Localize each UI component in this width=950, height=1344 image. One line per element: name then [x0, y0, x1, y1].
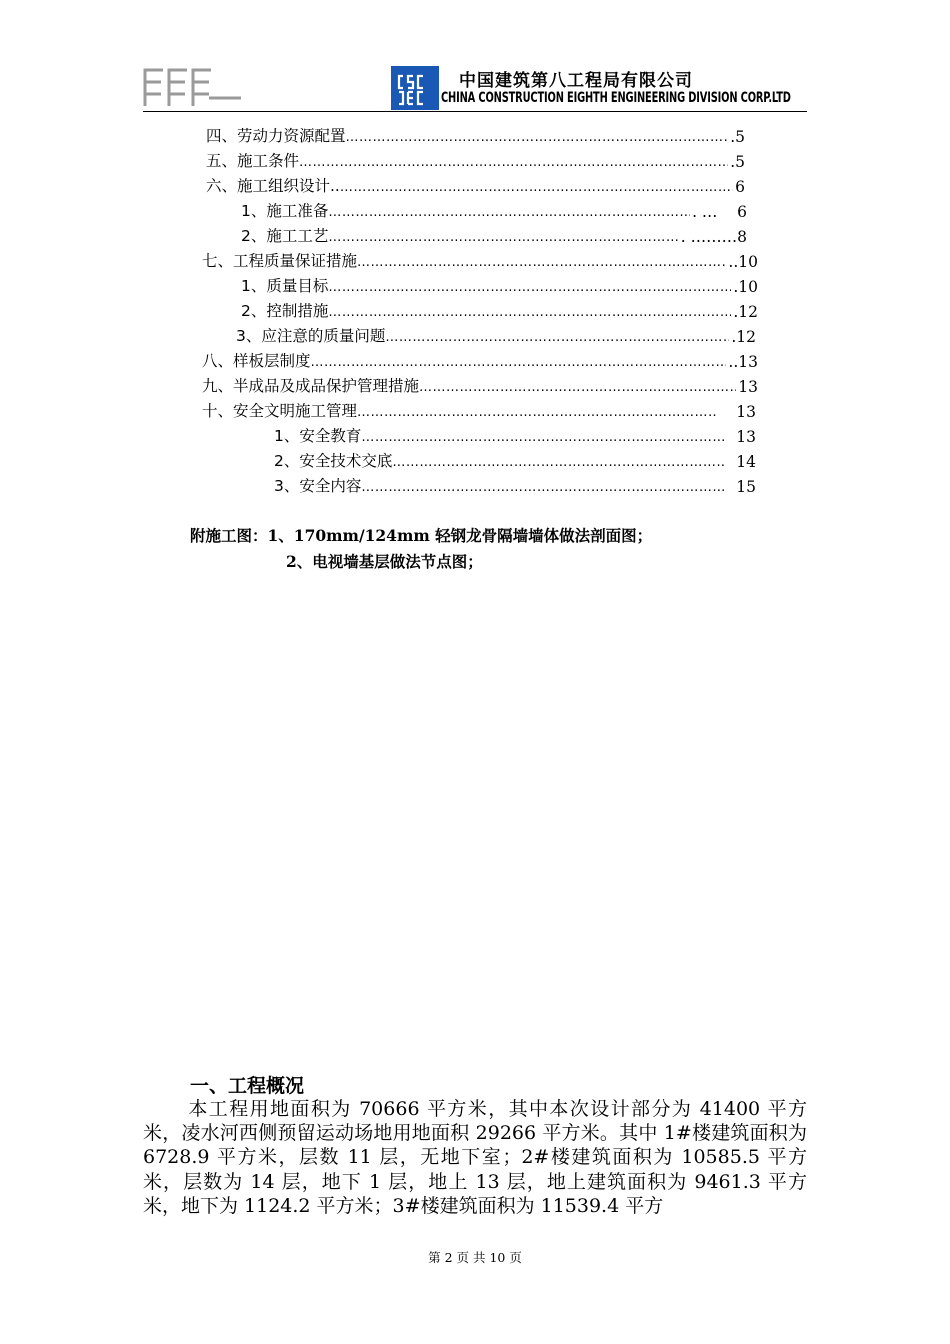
section-body — [143, 1097, 807, 1218]
toc-leader-dots — [361, 430, 724, 446]
toc-entry[interactable] — [274, 449, 756, 471]
toc-entry-page: 14 — [736, 453, 756, 471]
toc-leader-dots — [340, 180, 733, 196]
toc-entry-page: . ………8 — [680, 228, 747, 246]
toc-entry-label: 十、安全文明施工管理 — [202, 402, 358, 420]
toc-entry-label: 八、样板层制度 — [202, 352, 311, 370]
toc-entry-label: 1、施工准备 — [241, 202, 329, 220]
toc-entry-page: 15 — [736, 478, 756, 496]
company-name-en: CHINA CONSTRUCTION EIGHTH ENGINEERING DIVISION CORP.LTD — [441, 90, 791, 106]
toc-entry-page: ..13 — [728, 353, 758, 371]
toc-entry-label: 3、安全内容 — [274, 477, 362, 495]
toc-entry[interactable] — [202, 399, 756, 421]
header-rule — [143, 111, 807, 112]
toc-entry[interactable] — [206, 174, 745, 196]
toc-entry-page: 13 — [736, 403, 756, 421]
toc-leader-dots — [392, 455, 724, 471]
toc-entry-label: 六、施工组织设计.. — [206, 177, 340, 195]
toc-entry[interactable] — [206, 124, 745, 146]
toc-entry[interactable] — [236, 324, 756, 346]
toc-leader-dots — [328, 205, 690, 221]
cscec-logo — [391, 66, 439, 110]
toc-leader-dots — [419, 380, 736, 396]
section-body-text: 本工程用地面积为 70666 平方米，其中本次设计部分为 41400 平方米，凌水河西侧预留运动场地用地面积 29266 平方米。其中 1#楼建筑面积为 6728.9 平方米，层数 11 层，无地下室；2#楼建筑面积为 10585.5 平方米，层数为 14 层，地下 1 层，地上 13 层，地上建筑面积为 9461.3 平方米，地下为 1124.2 平方米；3#楼建筑面积为 11539.4 平方 — [143, 1098, 807, 1217]
toc-entry-label: 四、劳动力资源配置 — [206, 127, 346, 145]
toc-leader-dots — [328, 305, 731, 321]
toc-leader-dots — [328, 230, 678, 246]
toc-entry-label: 2、安全技术交底 — [274, 452, 393, 470]
toc-leader-dots — [385, 330, 729, 346]
toc-entry[interactable] — [241, 299, 758, 321]
toc-entry-page: 13 — [736, 428, 756, 446]
page-footer: 第 2 页 共 10 页 — [428, 1250, 522, 1265]
company-name-cn: 中国建筑第八工程局有限公司 — [459, 71, 693, 91]
toc-entry-page: .12 — [731, 328, 756, 346]
toc-entry-label: 九、半成品及成品保护管理措施 — [202, 377, 420, 395]
toc-entry-label: 七、工程质量保证措施 — [202, 252, 358, 270]
attachment-line-1: 附施工图：1、170mm/124mm 轻钢龙骨隔墙墙体做法剖面图； — [190, 526, 653, 545]
toc-entry[interactable] — [241, 199, 747, 221]
section-title: 一、工程概况 — [190, 1075, 305, 1097]
toc-entry[interactable] — [202, 349, 758, 371]
toc-entry-label: 2、控制措施 — [241, 302, 329, 320]
toc-leader-dots — [357, 405, 716, 421]
toc-entry-label: 1、安全教育 — [274, 427, 362, 445]
toc-entry-page: ..10 — [728, 253, 758, 271]
toc-leader-dots — [311, 355, 727, 371]
toc-entry-label: 1、质量目标 — [241, 277, 329, 295]
toc-leader-dots — [299, 155, 728, 171]
toc-leader-dots — [346, 130, 729, 146]
toc-leader-dots — [328, 280, 731, 296]
toc-entry-page: . … 6 — [692, 203, 747, 221]
toc-entry-page: 6 — [735, 178, 745, 196]
toc-entry-label: 2、施工工艺 — [241, 227, 329, 245]
toc-entry[interactable] — [241, 224, 747, 246]
toc-entry[interactable] — [202, 249, 758, 271]
toc-leader-dots — [357, 255, 726, 271]
toc-entry[interactable] — [202, 374, 758, 396]
toc-entry-page: .5 — [730, 153, 745, 171]
toc-entry-label: 3、应注意的质量问题 — [236, 327, 386, 345]
toc-entry[interactable] — [274, 424, 756, 446]
attachment-line-2: 2、电视墙基层做法节点图； — [286, 552, 483, 571]
toc-entry[interactable] — [241, 274, 758, 296]
toc-leader-dots — [361, 480, 724, 496]
toc-entry-label: 五、施工条件 — [206, 152, 300, 170]
company-logo-left — [143, 68, 243, 108]
toc-entry-page: .12 — [733, 303, 758, 321]
toc-entry[interactable] — [274, 474, 756, 496]
toc-entry-page: 13 — [738, 378, 758, 396]
toc-entry-page: .5 — [730, 128, 745, 146]
toc-entry[interactable] — [206, 149, 745, 171]
toc-entry-page: .10 — [733, 278, 758, 296]
